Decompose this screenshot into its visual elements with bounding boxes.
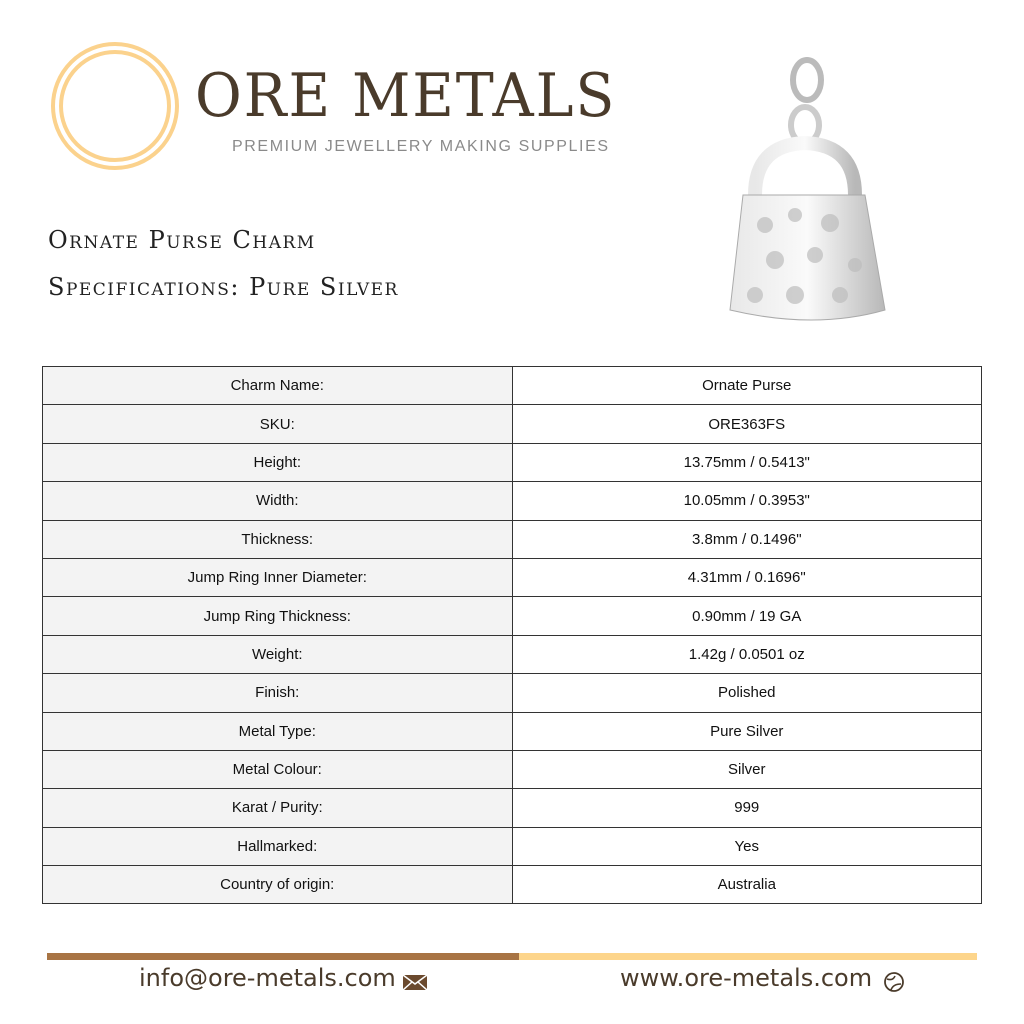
envelope-icon [403, 975, 427, 990]
spec-label: Jump Ring Thickness: [43, 597, 513, 635]
spec-value: Silver [512, 750, 982, 788]
product-title: Ornate Purse Charm [48, 226, 316, 254]
table-row [43, 520, 982, 558]
spec-label: Metal Colour: [43, 750, 513, 788]
spec-label: Hallmarked: [43, 827, 513, 865]
spec-label: Thickness: [43, 520, 513, 558]
table-row [43, 367, 982, 405]
footer-bar-gold [519, 953, 977, 960]
spec-value: 3.8mm / 0.1496" [512, 520, 982, 558]
table-row [43, 750, 982, 788]
table-row [43, 635, 982, 673]
table-row [43, 866, 982, 904]
spec-value: 999 [512, 789, 982, 827]
globe-icon [883, 971, 905, 993]
spec-value: 4.31mm / 0.1696" [512, 558, 982, 596]
product-image [715, 55, 895, 335]
spec-label: Jump Ring Inner Diameter: [43, 558, 513, 596]
brand-tagline: PREMIUM JEWELLERY MAKING SUPPLIES [232, 138, 610, 155]
footer-website[interactable]: www.ore-metals.com [620, 964, 873, 992]
spec-value: 10.05mm / 0.3953" [512, 482, 982, 520]
table-row [43, 405, 982, 443]
spec-label: Country of origin: [43, 866, 513, 904]
logo-ring-icon [50, 41, 180, 171]
specs-title: Specifications: Pure Silver [48, 273, 399, 301]
footer-bar-brown [47, 953, 519, 960]
footer-email[interactable]: info@ore-metals.com [139, 964, 396, 992]
brand-name: ORE METALS [195, 61, 617, 131]
spec-value: Polished [512, 674, 982, 712]
table-row [43, 674, 982, 712]
spec-value: ORE363FS [512, 405, 982, 443]
table-row [43, 482, 982, 520]
spec-value: 0.90mm / 19 GA [512, 597, 982, 635]
table-row [43, 443, 982, 481]
spec-label: Height: [43, 443, 513, 481]
table-row [43, 789, 982, 827]
spec-label: Finish: [43, 674, 513, 712]
spec-value: Ornate Purse [512, 367, 982, 405]
spec-value: Yes [512, 827, 982, 865]
specs-table [42, 366, 982, 904]
spec-label: Charm Name: [43, 367, 513, 405]
spec-value: Pure Silver [512, 712, 982, 750]
spec-label: Metal Type: [43, 712, 513, 750]
table-row [43, 558, 982, 596]
spec-value: 1.42g / 0.0501 oz [512, 635, 982, 673]
spec-label: Width: [43, 482, 513, 520]
spec-value: Australia [512, 866, 982, 904]
spec-label: Weight: [43, 635, 513, 673]
spec-value: 13.75mm / 0.5413" [512, 443, 982, 481]
table-row [43, 827, 982, 865]
table-row [43, 712, 982, 750]
spec-label: SKU: [43, 405, 513, 443]
spec-label: Karat / Purity: [43, 789, 513, 827]
table-row [43, 597, 982, 635]
